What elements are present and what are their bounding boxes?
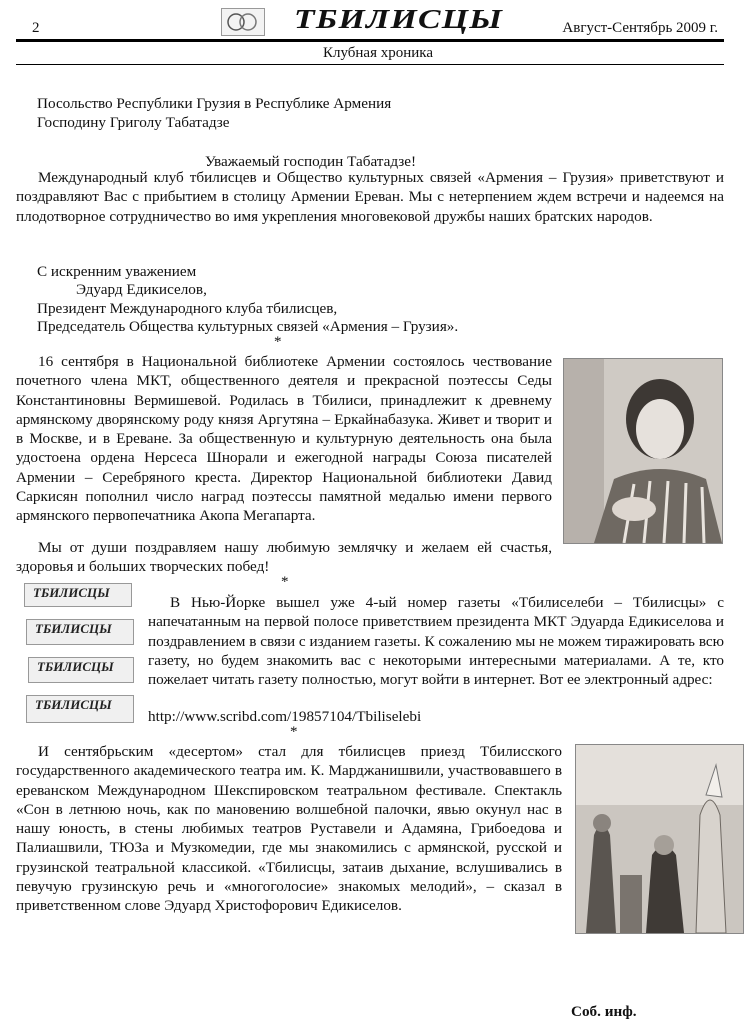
separator-3: * (290, 724, 298, 740)
letter-signer-name: Эдуард Едикиселов, (76, 281, 207, 298)
section-title: Клубная хроника (322, 45, 434, 61)
separator-2: * (281, 574, 289, 590)
newspaper-title: ТБИЛИСЦЫ (294, 4, 504, 34)
letter-greeting: Уважаемый господин Табатадзе! (205, 153, 417, 170)
article1-text2: Мы от души поздравляем нашу любимую землячку и желаем ей счастья, здоровья и больших творческих побед! (16, 539, 552, 576)
page-number: 2 (32, 20, 40, 36)
article1-text: 16 сентября в Национальной библиотеке Армении состоялось чествование почетного члена МКТ, общественного деятеля и прекрасной поэтессы Седы Константиновны Вермишевой. Родилась в Тбилиси, принадлежит к древнему армянскому дворянскому роду князя Аргутяна – Еркайнабазука. Живет и творит и в Москве, и в Ереване. За общественную и культурную деятельность она была удостоена ордена Нерсеса Шнорали и ежегодной награды Союза писателей Армении – Серебряного креста. Директор Национальной библиотеки Давид Саркисян пополнил число наград поэтессы памятной медалью имени первого армянского первопечатника Акопа Мегапарта. (16, 353, 552, 525)
letter-signer-title2: Председатель Общества культурных связей «Армения – Грузия». (37, 318, 459, 335)
letter-address-line2: Господину Григолу Табатадзе (37, 114, 230, 131)
article3-text: И сентябрьским «десертом» стал для тбилисцев приезд Тбилисского государственного академического театра им. К. Марджанишвили, участвовавшего в ереванском Международном Шекспировском театральном фестивале. Спектакль «Сон в летнюю ночь, как по мановению волшебной палочки, явью окунул нас в нашу юность, в стены любимых театров Руставели и Адамяна, Грибоедова и Палиашвили, ТЮЗа и Музкомедии, где мы знакомились с армянской, русской и грузинской театральной классикой. «Тбилисцы, затаив дыхание, вслушивались в певучую грузинскую речь и «многоголосие» знакомых мелодий», – сказал в приветственном слове Эдуард Христофорович Едикиселов. (16, 743, 562, 915)
letter-address-line1: Посольство Республики Грузия в Республике Армения (37, 95, 392, 112)
poetess-portrait (563, 358, 723, 544)
masthead-4: ТБИЛИСЦЫ (26, 695, 134, 723)
section-rule (16, 64, 724, 65)
masthead-1: ТБИЛИСЦЫ (24, 583, 132, 607)
letter-closing: С искренним уважением (37, 263, 197, 280)
separator-1: * (274, 334, 282, 350)
masthead-2: ТБИЛИСЦЫ (26, 619, 134, 645)
issue-date: Август-Сентябрь 2009 г. (562, 20, 718, 36)
letter-signer-title1: Президент Международного клуба тбилисцев, (37, 300, 338, 317)
theatre-photo (575, 744, 744, 934)
footer-signature: Соб. инф. (571, 1003, 637, 1020)
newspaper-mastheads (24, 583, 134, 729)
masthead-3: ТБИЛИСЦЫ (28, 657, 134, 683)
letter-body: Международный клуб тбилисцев и Общество культурных связей «Армения – Грузия» приветствуют и поздравляют Вас с прибытием в столицу Армении Ереван. Мы с нетерпением ждем встречи и надеемся на плодотворное сотрудничество во имя укрепления многовековой дружбы наших братских народов. (16, 169, 724, 225)
article2-text: В Нью-Йорке вышел уже 4-ый номер газеты «Тбилиселеби – Тбилисцы» с напечатанным на первой полосе приветствием президента МКТ Эдуарда Едикиселова и поздравлением в связи с изданием газеты. К сожалению мы не можем тиражировать всю газету, но будем знакомить вас с некоторыми интересными материалами. А те, кто пожелает читать газету полностью, могут войти в интернет. Вот ее электронный адрес: (148, 594, 724, 689)
club-logo (221, 8, 265, 36)
header-rule (16, 39, 724, 42)
newspaper-url[interactable]: http://www.scribd.com/19857104/Tbiliselebi (148, 708, 422, 725)
